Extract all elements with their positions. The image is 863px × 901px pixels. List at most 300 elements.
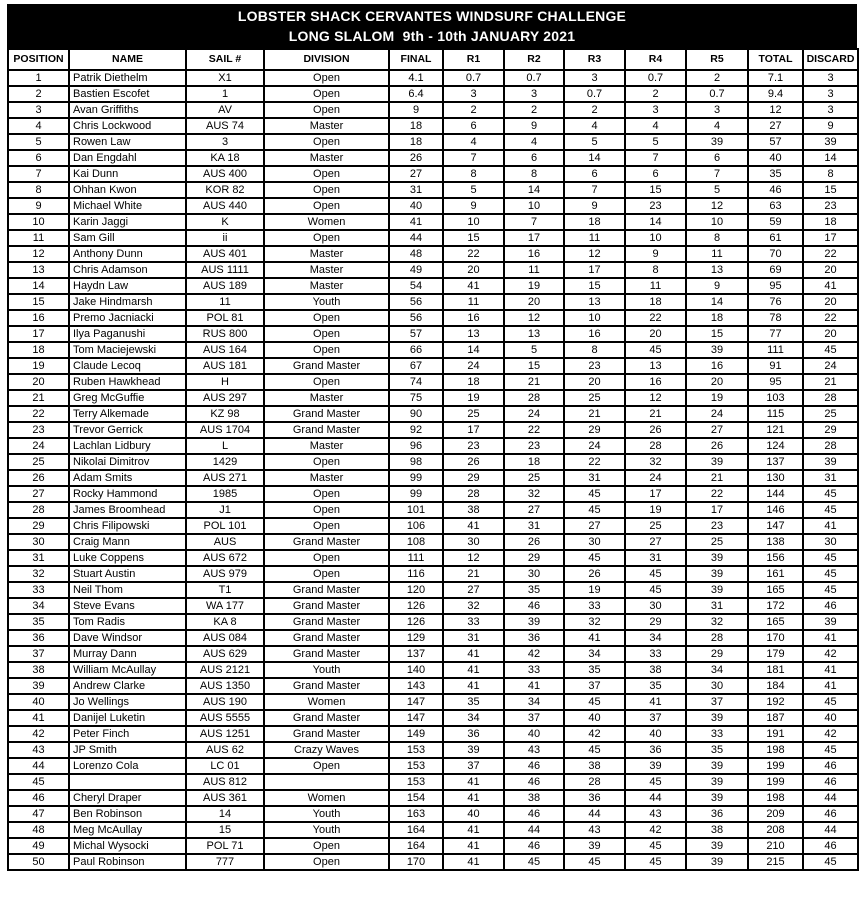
cell-r3: 36 — [564, 790, 625, 806]
cell-final: 163 — [389, 806, 443, 822]
cell-total: 95 — [748, 278, 803, 294]
cell-position: 40 — [8, 694, 69, 710]
cell-r1: 41 — [443, 662, 504, 678]
cell-r2: 20 — [504, 294, 564, 310]
cell-position: 6 — [8, 150, 69, 166]
cell-r4: 6 — [625, 166, 686, 182]
cell-final: 31 — [389, 182, 443, 198]
cell-r4: 16 — [625, 374, 686, 390]
cell-discard: 45 — [803, 742, 858, 758]
cell-r1: 18 — [443, 374, 504, 390]
table-row — [8, 438, 858, 454]
cell-r5: 28 — [686, 630, 748, 646]
cell-position: 22 — [8, 406, 69, 422]
cell-division: Master — [264, 246, 389, 262]
cell-final: 154 — [389, 790, 443, 806]
header-division: DIVISION — [264, 49, 389, 70]
cell-position: 31 — [8, 550, 69, 566]
cell-division: Crazy Waves — [264, 742, 389, 758]
cell-division: Open — [264, 374, 389, 390]
cell-r1: 23 — [443, 438, 504, 454]
cell-r5: 39 — [686, 710, 748, 726]
cell-name: Tom Maciejewski — [69, 342, 186, 358]
cell-total: 7.1 — [748, 70, 803, 86]
cell-r5: 39 — [686, 566, 748, 582]
header-discard: DISCARD — [803, 49, 858, 70]
cell-total: 91 — [748, 358, 803, 374]
cell-division: Open — [264, 102, 389, 118]
cell-name: Trevor Gerrick — [69, 422, 186, 438]
cell-final: 44 — [389, 230, 443, 246]
cell-r2: 11 — [504, 262, 564, 278]
cell-sail-number: AUS 1111 — [186, 262, 264, 278]
cell-r5: 36 — [686, 806, 748, 822]
cell-r4: 27 — [625, 534, 686, 550]
cell-total: 144 — [748, 486, 803, 502]
cell-r3: 33 — [564, 598, 625, 614]
cell-position: 27 — [8, 486, 69, 502]
cell-r3: 45 — [564, 486, 625, 502]
cell-r4: 43 — [625, 806, 686, 822]
table-row — [8, 118, 858, 134]
cell-r4: 39 — [625, 758, 686, 774]
cell-sail-number: AUS 1704 — [186, 422, 264, 438]
table-row — [8, 214, 858, 230]
cell-final: 67 — [389, 358, 443, 374]
cell-name: Dave Windsor — [69, 630, 186, 646]
cell-discard: 42 — [803, 726, 858, 742]
cell-r5: 38 — [686, 822, 748, 838]
cell-r3: 27 — [564, 518, 625, 534]
cell-position: 30 — [8, 534, 69, 550]
cell-name: Rowen Law — [69, 134, 186, 150]
cell-name: Danijel Luketin — [69, 710, 186, 726]
cell-total: 198 — [748, 790, 803, 806]
table-row — [8, 166, 858, 182]
cell-sail-number: K — [186, 214, 264, 230]
cell-final: 26 — [389, 150, 443, 166]
cell-name: William McAullay — [69, 662, 186, 678]
cell-total: 35 — [748, 166, 803, 182]
cell-division: Master — [264, 390, 389, 406]
cell-r2: 46 — [504, 774, 564, 790]
table-row — [8, 774, 858, 790]
cell-r3: 45 — [564, 550, 625, 566]
table-row — [8, 374, 858, 390]
cell-division: Grand Master — [264, 726, 389, 742]
table-row — [8, 502, 858, 518]
cell-r3: 24 — [564, 438, 625, 454]
table-row — [8, 134, 858, 150]
cell-r5: 5 — [686, 182, 748, 198]
cell-r3: 5 — [564, 134, 625, 150]
cell-division: Open — [264, 230, 389, 246]
table-row — [8, 486, 858, 502]
cell-final: 153 — [389, 774, 443, 790]
cell-sail-number: RUS 800 — [186, 326, 264, 342]
cell-total: 147 — [748, 518, 803, 534]
table-row — [8, 326, 858, 342]
results-sheet — [7, 4, 857, 871]
cell-sail-number: WA 177 — [186, 598, 264, 614]
cell-r4: 12 — [625, 390, 686, 406]
cell-r2: 28 — [504, 390, 564, 406]
cell-position: 8 — [8, 182, 69, 198]
cell-sail-number: LC 01 — [186, 758, 264, 774]
cell-discard: 30 — [803, 534, 858, 550]
cell-total: 27 — [748, 118, 803, 134]
cell-r3: 44 — [564, 806, 625, 822]
cell-total: 77 — [748, 326, 803, 342]
cell-final: 129 — [389, 630, 443, 646]
cell-discard: 23 — [803, 198, 858, 214]
cell-name: Jake Hindmarsh — [69, 294, 186, 310]
cell-position: 33 — [8, 582, 69, 598]
cell-name: Greg McGuffie — [69, 390, 186, 406]
cell-r3: 31 — [564, 470, 625, 486]
cell-position: 21 — [8, 390, 69, 406]
cell-total: 124 — [748, 438, 803, 454]
cell-position: 44 — [8, 758, 69, 774]
cell-r4: 41 — [625, 694, 686, 710]
cell-r1: 40 — [443, 806, 504, 822]
table-row — [8, 694, 858, 710]
cell-sail-number: 15 — [186, 822, 264, 838]
cell-r5: 6 — [686, 150, 748, 166]
cell-final: 40 — [389, 198, 443, 214]
cell-r3: 3 — [564, 70, 625, 86]
cell-sail-number: AUS 629 — [186, 646, 264, 662]
cell-r5: 39 — [686, 454, 748, 470]
cell-r5: 32 — [686, 614, 748, 630]
cell-sail-number: AUS 181 — [186, 358, 264, 374]
cell-r1: 10 — [443, 214, 504, 230]
cell-r5: 14 — [686, 294, 748, 310]
table-row — [8, 806, 858, 822]
cell-discard: 29 — [803, 422, 858, 438]
cell-r5: 2 — [686, 70, 748, 86]
cell-discard: 46 — [803, 758, 858, 774]
cell-r5: 39 — [686, 582, 748, 598]
cell-r3: 23 — [564, 358, 625, 374]
cell-final: 57 — [389, 326, 443, 342]
cell-final: 108 — [389, 534, 443, 550]
cell-position: 26 — [8, 470, 69, 486]
cell-r5: 37 — [686, 694, 748, 710]
cell-r5: 21 — [686, 470, 748, 486]
cell-final: 48 — [389, 246, 443, 262]
cell-name: Peter Finch — [69, 726, 186, 742]
cell-division: Master — [264, 150, 389, 166]
cell-r3: 45 — [564, 742, 625, 758]
cell-sail-number: AUS 62 — [186, 742, 264, 758]
cell-discard: 28 — [803, 390, 858, 406]
cell-division: Women — [264, 790, 389, 806]
table-row — [8, 566, 858, 582]
cell-r1: 36 — [443, 726, 504, 742]
table-row — [8, 262, 858, 278]
cell-r4: 24 — [625, 470, 686, 486]
table-row — [8, 726, 858, 742]
table-row — [8, 310, 858, 326]
cell-final: 4.1 — [389, 70, 443, 86]
cell-final: 90 — [389, 406, 443, 422]
cell-r3: 13 — [564, 294, 625, 310]
cell-position: 28 — [8, 502, 69, 518]
cell-total: 209 — [748, 806, 803, 822]
cell-division: Open — [264, 70, 389, 86]
table-row — [8, 230, 858, 246]
cell-r4: 25 — [625, 518, 686, 534]
cell-r4: 15 — [625, 182, 686, 198]
cell-division: Women — [264, 694, 389, 710]
cell-r2: 8 — [504, 166, 564, 182]
cell-r4: 42 — [625, 822, 686, 838]
cell-name: Craig Mann — [69, 534, 186, 550]
cell-r1: 30 — [443, 534, 504, 550]
table-row — [8, 278, 858, 294]
cell-r3: 29 — [564, 422, 625, 438]
header-r3: R3 — [564, 49, 625, 70]
cell-discard: 45 — [803, 486, 858, 502]
cell-r2: 38 — [504, 790, 564, 806]
cell-total: 76 — [748, 294, 803, 310]
cell-r5: 12 — [686, 198, 748, 214]
cell-r4: 21 — [625, 406, 686, 422]
cell-name: Chris Filipowski — [69, 518, 186, 534]
cell-r5: 39 — [686, 342, 748, 358]
cell-name: Jo Wellings — [69, 694, 186, 710]
cell-sail-number: 1985 — [186, 486, 264, 502]
cell-r5: 7 — [686, 166, 748, 182]
header-total: TOTAL — [748, 49, 803, 70]
cell-name: Karin Jaggi — [69, 214, 186, 230]
cell-r3: 34 — [564, 646, 625, 662]
cell-r4: 8 — [625, 262, 686, 278]
cell-final: 92 — [389, 422, 443, 438]
cell-r1: 26 — [443, 454, 504, 470]
cell-r1: 39 — [443, 742, 504, 758]
cell-total: 146 — [748, 502, 803, 518]
cell-position: 15 — [8, 294, 69, 310]
cell-r5: 31 — [686, 598, 748, 614]
cell-r1: 9 — [443, 198, 504, 214]
cell-total: 46 — [748, 182, 803, 198]
cell-position: 3 — [8, 102, 69, 118]
cell-r1: 19 — [443, 390, 504, 406]
cell-r2: 25 — [504, 470, 564, 486]
cell-name: Steve Evans — [69, 598, 186, 614]
cell-r4: 5 — [625, 134, 686, 150]
cell-division: Open — [264, 486, 389, 502]
cell-r1: 41 — [443, 838, 504, 854]
cell-r2: 42 — [504, 646, 564, 662]
cell-division: Youth — [264, 662, 389, 678]
table-row — [8, 790, 858, 806]
cell-name: Ohhan Kwon — [69, 182, 186, 198]
cell-name: Andrew Clarke — [69, 678, 186, 694]
table-row — [8, 198, 858, 214]
cell-final: 140 — [389, 662, 443, 678]
cell-r3: 8 — [564, 342, 625, 358]
cell-division: Women — [264, 214, 389, 230]
cell-division: Master — [264, 118, 389, 134]
cell-r4: 38 — [625, 662, 686, 678]
cell-position: 36 — [8, 630, 69, 646]
cell-sail-number: AUS 979 — [186, 566, 264, 582]
cell-r4: 9 — [625, 246, 686, 262]
cell-final: 137 — [389, 646, 443, 662]
cell-final: 74 — [389, 374, 443, 390]
cell-sail-number: AV — [186, 102, 264, 118]
cell-final: 153 — [389, 758, 443, 774]
cell-r2: 16 — [504, 246, 564, 262]
cell-position: 37 — [8, 646, 69, 662]
cell-division: Open — [264, 566, 389, 582]
cell-r2: 26 — [504, 534, 564, 550]
cell-r1: 34 — [443, 710, 504, 726]
cell-r3: 37 — [564, 678, 625, 694]
cell-r1: 12 — [443, 550, 504, 566]
cell-sail-number: AUS 361 — [186, 790, 264, 806]
cell-r4: 45 — [625, 342, 686, 358]
cell-r4: 29 — [625, 614, 686, 630]
cell-r2: 29 — [504, 550, 564, 566]
cell-r2: 43 — [504, 742, 564, 758]
cell-r4: 18 — [625, 294, 686, 310]
cell-division: Open — [264, 758, 389, 774]
cell-discard: 41 — [803, 678, 858, 694]
event-title: LOBSTER SHACK CERVANTES WINDSURF CHALLENGE — [237, 8, 627, 24]
cell-name: Lorenzo Cola — [69, 758, 186, 774]
cell-position: 38 — [8, 662, 69, 678]
cell-position: 19 — [8, 358, 69, 374]
cell-r4: 3 — [625, 102, 686, 118]
table-row — [8, 854, 858, 870]
cell-r2: 9 — [504, 118, 564, 134]
cell-r3: 0.7 — [564, 86, 625, 102]
cell-sail-number: AUS 401 — [186, 246, 264, 262]
cell-division: Open — [264, 838, 389, 854]
cell-r2: 34 — [504, 694, 564, 710]
cell-r4: 0.7 — [625, 70, 686, 86]
cell-discard: 22 — [803, 246, 858, 262]
cell-r1: 41 — [443, 774, 504, 790]
cell-r2: 41 — [504, 678, 564, 694]
table-row — [8, 182, 858, 198]
cell-total: 12 — [748, 102, 803, 118]
cell-r5: 39 — [686, 774, 748, 790]
cell-r2: 10 — [504, 198, 564, 214]
cell-name: Premo Jacniacki — [69, 310, 186, 326]
table-row — [8, 630, 858, 646]
cell-r3: 42 — [564, 726, 625, 742]
cell-r2: 6 — [504, 150, 564, 166]
cell-total: 172 — [748, 598, 803, 614]
cell-r2: 4 — [504, 134, 564, 150]
cell-name: Anthony Dunn — [69, 246, 186, 262]
cell-position: 17 — [8, 326, 69, 342]
cell-name: JP Smith — [69, 742, 186, 758]
table-row — [8, 294, 858, 310]
cell-r1: 37 — [443, 758, 504, 774]
cell-total: 165 — [748, 582, 803, 598]
cell-discard: 20 — [803, 326, 858, 342]
cell-r3: 43 — [564, 822, 625, 838]
cell-total: 179 — [748, 646, 803, 662]
cell-r5: 18 — [686, 310, 748, 326]
cell-r5: 3 — [686, 102, 748, 118]
cell-discard: 20 — [803, 294, 858, 310]
cell-total: 59 — [748, 214, 803, 230]
cell-total: 210 — [748, 838, 803, 854]
cell-r2: 35 — [504, 582, 564, 598]
cell-r5: 17 — [686, 502, 748, 518]
cell-r1: 32 — [443, 598, 504, 614]
cell-final: 18 — [389, 134, 443, 150]
cell-position: 18 — [8, 342, 69, 358]
cell-final: 143 — [389, 678, 443, 694]
cell-discard: 45 — [803, 550, 858, 566]
cell-r2: 46 — [504, 598, 564, 614]
cell-discard: 14 — [803, 150, 858, 166]
cell-name: Sam Gill — [69, 230, 186, 246]
cell-r1: 20 — [443, 262, 504, 278]
header-name: NAME — [69, 49, 186, 70]
header-r1: R1 — [443, 49, 504, 70]
table-row — [8, 470, 858, 486]
cell-position: 32 — [8, 566, 69, 582]
cell-r2: 5 — [504, 342, 564, 358]
cell-discard: 45 — [803, 342, 858, 358]
cell-r5: 10 — [686, 214, 748, 230]
cell-division: Open — [264, 166, 389, 182]
results-table — [7, 48, 859, 871]
cell-position: 29 — [8, 518, 69, 534]
cell-r2: 14 — [504, 182, 564, 198]
cell-sail-number: L — [186, 438, 264, 454]
cell-r2: 24 — [504, 406, 564, 422]
cell-r4: 31 — [625, 550, 686, 566]
cell-division: Master — [264, 438, 389, 454]
cell-discard: 3 — [803, 102, 858, 118]
cell-sail-number: AUS 1350 — [186, 678, 264, 694]
cell-r3: 2 — [564, 102, 625, 118]
cell-name: Murray Dann — [69, 646, 186, 662]
cell-position: 2 — [8, 86, 69, 102]
cell-division: Open — [264, 310, 389, 326]
cell-position: 10 — [8, 214, 69, 230]
cell-position: 5 — [8, 134, 69, 150]
cell-name: Lachlan Lidbury — [69, 438, 186, 454]
cell-division: Grand Master — [264, 710, 389, 726]
cell-r2: 40 — [504, 726, 564, 742]
cell-final: 56 — [389, 310, 443, 326]
cell-discard: 45 — [803, 502, 858, 518]
header-sail-number: SAIL # — [186, 49, 264, 70]
cell-name: Nikolai Dimitrov — [69, 454, 186, 470]
cell-discard: 46 — [803, 774, 858, 790]
cell-final: 27 — [389, 166, 443, 182]
cell-r1: 15 — [443, 230, 504, 246]
cell-r2: 30 — [504, 566, 564, 582]
cell-name: Terry Alkemade — [69, 406, 186, 422]
cell-name: Bastien Escofet — [69, 86, 186, 102]
cell-discard: 31 — [803, 470, 858, 486]
header-r4: R4 — [625, 49, 686, 70]
cell-name: Michal Wysocki — [69, 838, 186, 854]
cell-position: 7 — [8, 166, 69, 182]
